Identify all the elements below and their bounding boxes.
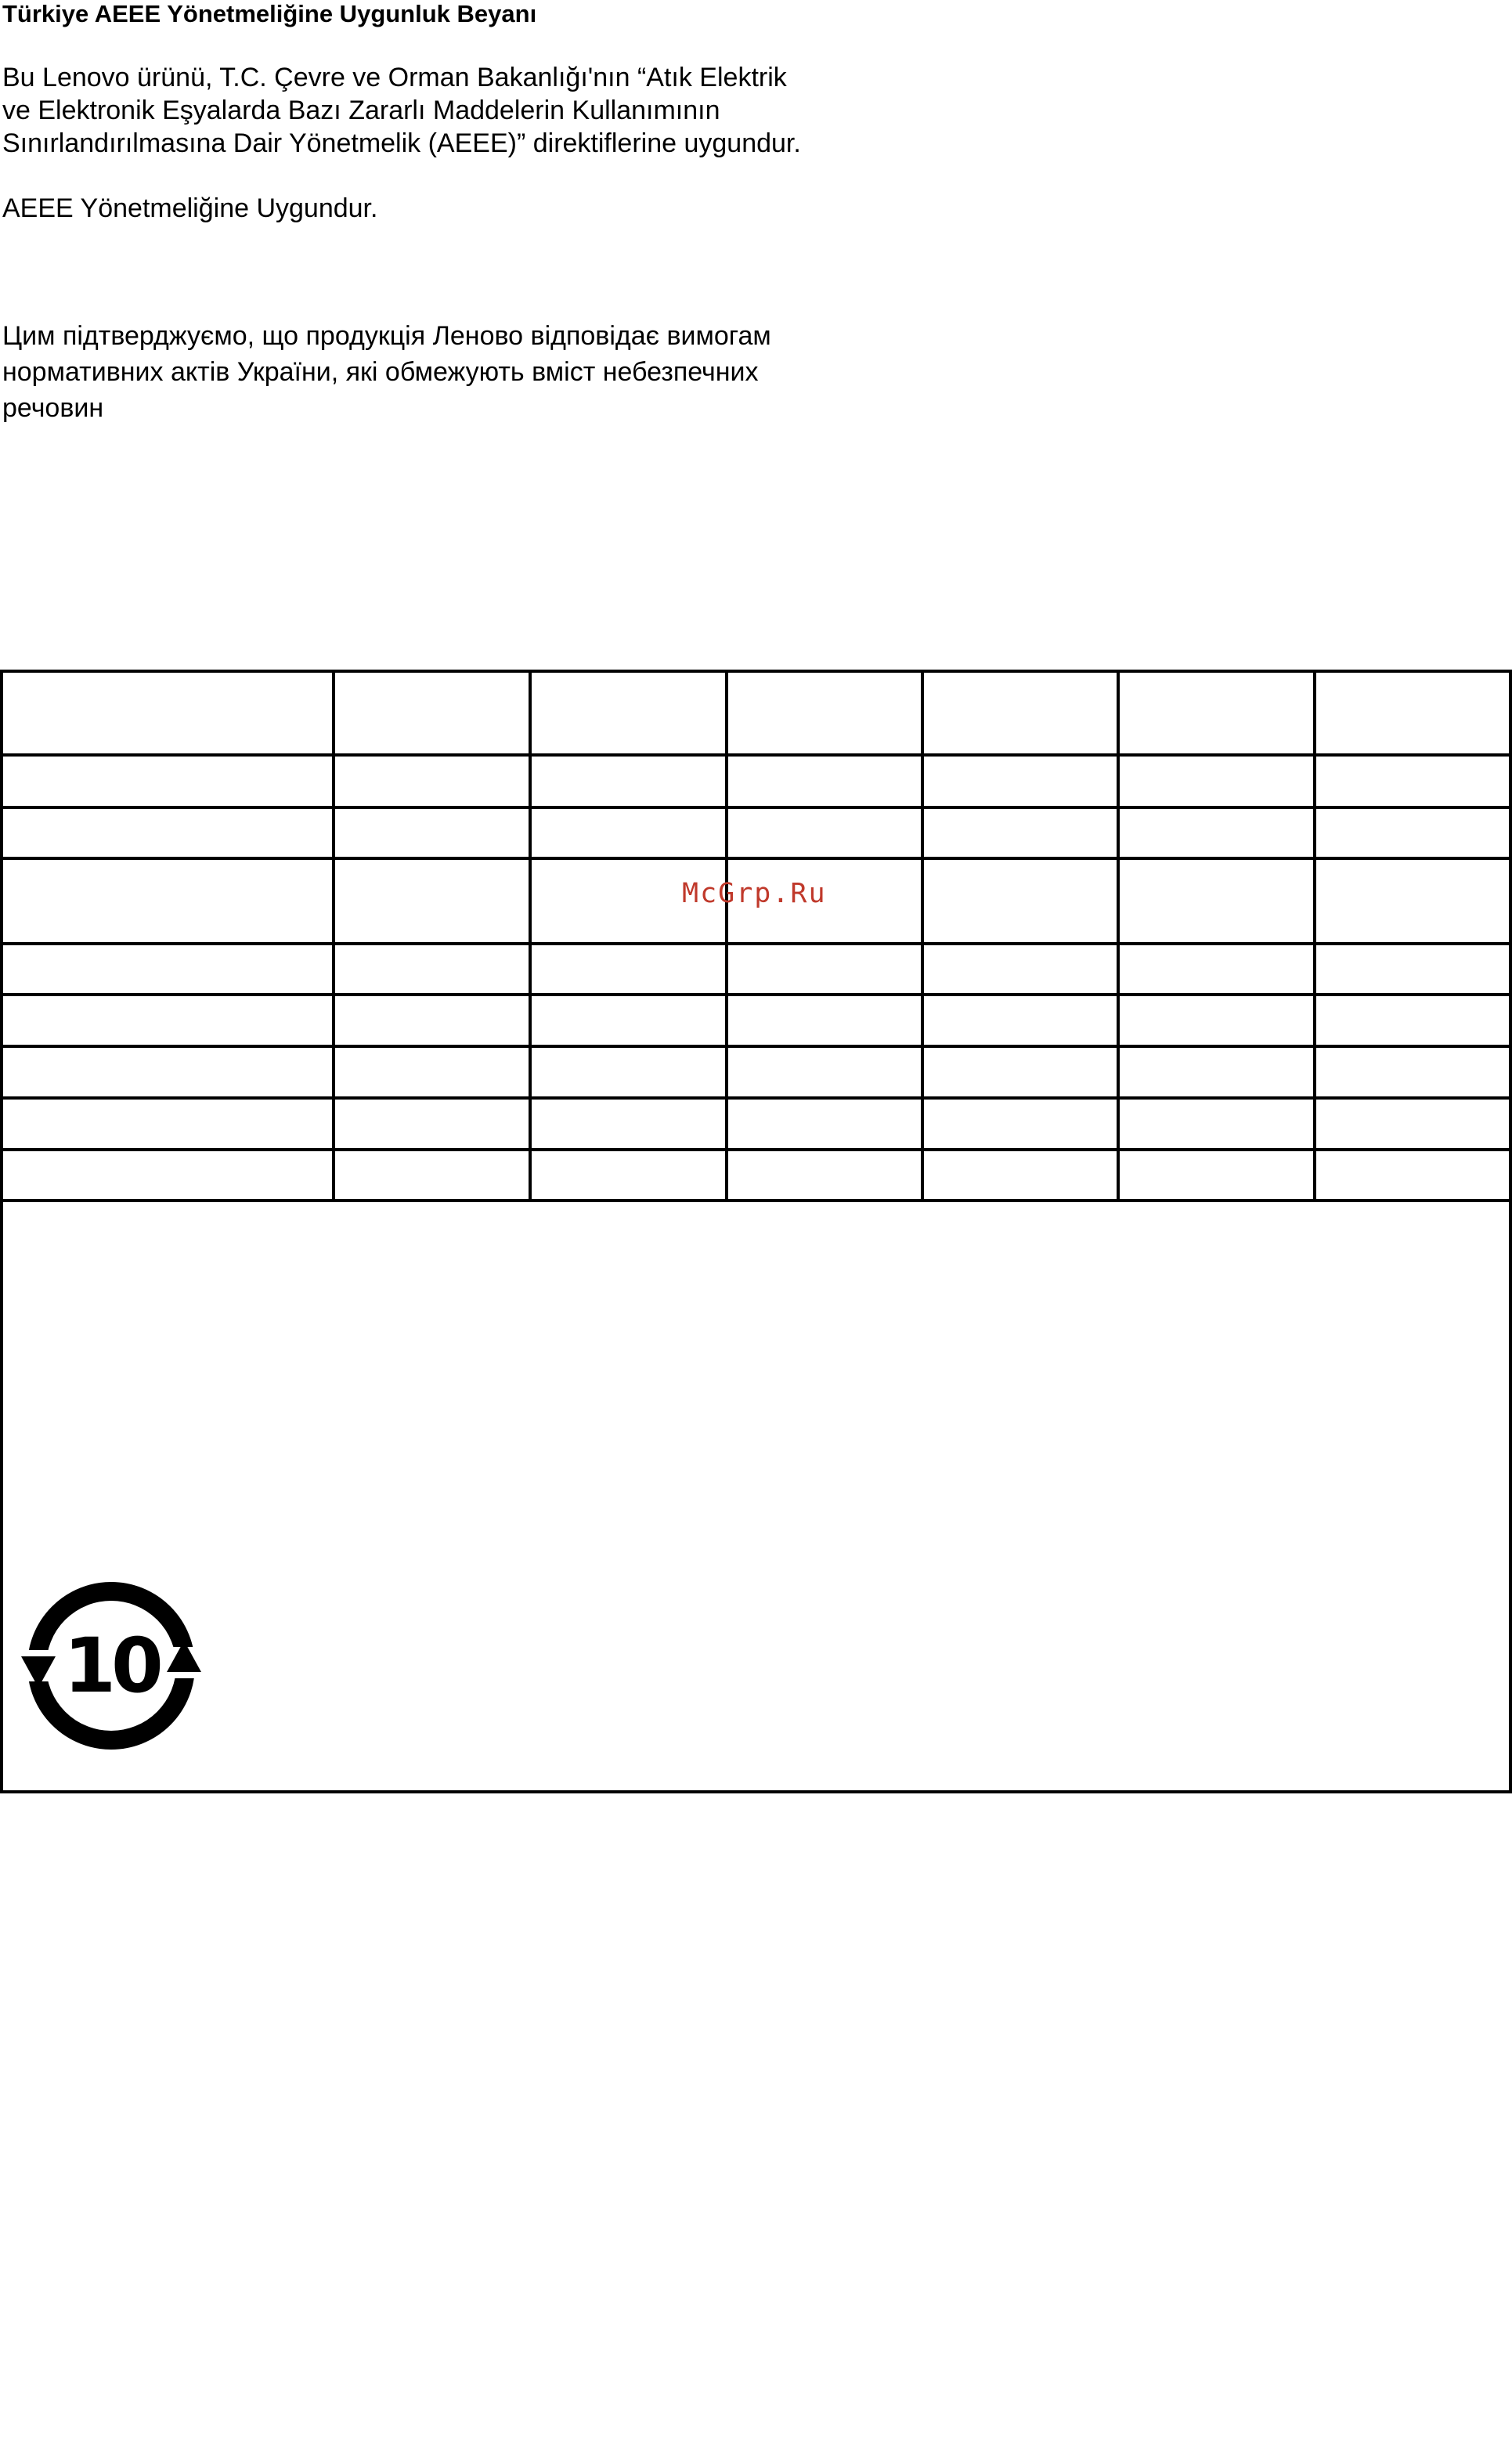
ukrainian-declaration-paragraph (2, 318, 771, 426)
environment-protection-use-period-icon (20, 1578, 204, 1754)
paragraph-line: ve Elektronik Eşyalarda Bazı Zararlı Maddelerin Kullanımının (2, 96, 720, 125)
substance-table (0, 670, 1512, 2463)
paragraph-line: нормативних актів України, які обмежують вміст небезпечних (2, 357, 759, 387)
watermark: McGrp.Ru (682, 878, 827, 909)
page-heading: Türkiye AEEE Yönetmeliğine Uygunluk Beyanı (2, 0, 537, 27)
turkish-declaration-paragraph (2, 61, 801, 160)
paragraph-line: Bu Lenovo ürünü, T.C. Çevre ve Orman Bakanlığı'nın “Atık Elektrik (2, 63, 787, 92)
paragraph-line: речовин (2, 393, 104, 423)
paragraph-line: Sınırlandırılmasına Dair Yönetmelik (AEEE)” direktiflerine uygundur. (2, 128, 801, 158)
paragraph-line: Цим підтверджуємо, що продукція Леново відповідає вимогам (2, 321, 771, 351)
logo-number: 10 (63, 1622, 159, 1710)
turkish-compliance-statement: AEEE Yönetmeliğine Uygundur. (2, 193, 378, 223)
